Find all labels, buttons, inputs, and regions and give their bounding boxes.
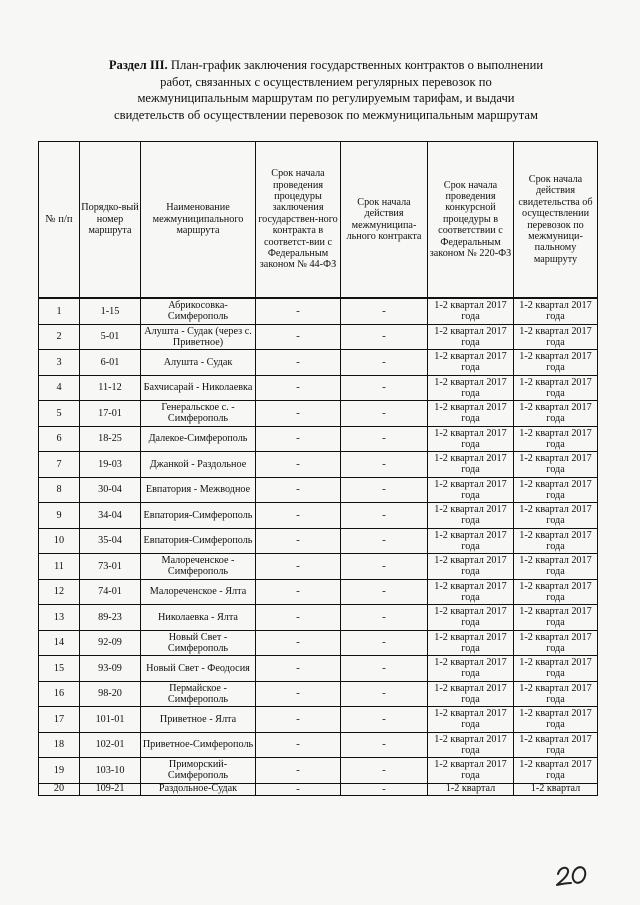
row-number: 5	[39, 401, 80, 427]
route-number: 6-01	[80, 350, 141, 376]
contract-start: -	[341, 324, 428, 350]
procedure-220fz-deadline: 1-2 квартал 2017 года	[428, 732, 514, 758]
table-row	[39, 554, 598, 580]
procedure-44fz-deadline: -	[256, 452, 341, 478]
contract-start: -	[341, 681, 428, 707]
contract-start: -	[341, 452, 428, 478]
route-number: 74-01	[80, 579, 141, 605]
title-line-3: межмуниципальным маршрутам по регулируемым тарифам, и выдачи	[137, 91, 515, 105]
procedure-44fz-deadline: -	[256, 426, 341, 452]
procedure-220fz-deadline: 1-2 квартал 2017 года	[428, 324, 514, 350]
procedure-220fz-deadline: 1-2 квартал 2017 года	[428, 605, 514, 631]
route-number: 101-01	[80, 707, 141, 733]
contract-start: -	[341, 528, 428, 554]
procedure-44fz-deadline: -	[256, 401, 341, 427]
schedule-table	[38, 141, 598, 796]
procedure-44fz-deadline: -	[256, 375, 341, 401]
procedure-220fz-deadline: 1-2 квартал 2017 года	[428, 375, 514, 401]
certificate-start: 1-2 квартал 2017 года	[514, 707, 598, 733]
procedure-220fz-deadline: 1-2 квартал 2017 года	[428, 579, 514, 605]
table-row	[39, 783, 598, 795]
route-name: Малореченское - Ялта	[141, 579, 256, 605]
route-name: Приветное - Ялта	[141, 707, 256, 733]
route-name: Новый Свет - Симферополь	[141, 630, 256, 656]
procedure-44fz-deadline: -	[256, 324, 341, 350]
procedure-220fz-deadline: 1-2 квартал 2017 года	[428, 350, 514, 376]
procedure-44fz-deadline: -	[256, 656, 341, 682]
certificate-start: 1-2 квартал 2017 года	[514, 350, 598, 376]
procedure-220fz-deadline: 1-2 квартал 2017 года	[428, 707, 514, 733]
procedure-44fz-deadline: -	[256, 477, 341, 503]
certificate-start: 1-2 квартал 2017 года	[514, 528, 598, 554]
row-number: 12	[39, 579, 80, 605]
contract-start: -	[341, 477, 428, 503]
route-name: Николаевка - Ялта	[141, 605, 256, 631]
procedure-44fz-deadline: -	[256, 605, 341, 631]
route-number: 102-01	[80, 732, 141, 758]
route-name: Новый Свет - Феодосия	[141, 656, 256, 682]
route-number: 35-04	[80, 528, 141, 554]
table-row	[39, 503, 598, 529]
route-number: 19-03	[80, 452, 141, 478]
row-number: 20	[39, 783, 80, 795]
title-line-4: свидетельств об осуществлении перевозок по межмуниципальным маршрутам	[114, 107, 538, 122]
route-name: Приветное-Симферополь	[141, 732, 256, 758]
header-contract-start: Срок начала действия межмуниципа-льного контракта	[341, 142, 428, 299]
table-row	[39, 707, 598, 733]
table-row	[39, 477, 598, 503]
certificate-start: 1-2 квартал 2017 года	[514, 426, 598, 452]
handwritten-page-number	[554, 854, 588, 888]
route-name: Евпатория-Симферополь	[141, 503, 256, 529]
row-number: 9	[39, 503, 80, 529]
procedure-220fz-deadline: 1-2 квартал	[428, 783, 514, 795]
certificate-start: 1-2 квартал 2017 года	[514, 656, 598, 682]
contract-start: -	[341, 298, 428, 324]
section-title	[62, 57, 590, 123]
procedure-44fz-deadline: -	[256, 732, 341, 758]
row-number: 11	[39, 554, 80, 580]
row-number: 13	[39, 605, 80, 631]
table-row	[39, 579, 598, 605]
procedure-220fz-deadline: 1-2 квартал 2017 года	[428, 401, 514, 427]
contract-start: -	[341, 554, 428, 580]
row-number: 3	[39, 350, 80, 376]
route-number: 30-04	[80, 477, 141, 503]
procedure-220fz-deadline: 1-2 квартал 2017 года	[428, 426, 514, 452]
route-name: Генеральское с. - Симферополь	[141, 401, 256, 427]
table-row	[39, 401, 598, 427]
procedure-44fz-deadline: -	[256, 630, 341, 656]
route-name: Пермайское - Симферополь	[141, 681, 256, 707]
procedure-220fz-deadline: 1-2 квартал 2017 года	[428, 656, 514, 682]
route-name: Далекое-Симферополь	[141, 426, 256, 452]
certificate-start: 1-2 квартал 2017 года	[514, 503, 598, 529]
procedure-220fz-deadline: 1-2 квартал 2017 года	[428, 528, 514, 554]
route-number: 89-23	[80, 605, 141, 631]
route-number: 98-20	[80, 681, 141, 707]
route-number: 92-09	[80, 630, 141, 656]
header-route-number: Порядко-вый номер маршрута	[80, 142, 141, 299]
contract-start: -	[341, 350, 428, 376]
certificate-start: 1-2 квартал 2017 года	[514, 758, 598, 784]
route-number: 11-12	[80, 375, 141, 401]
procedure-220fz-deadline: 1-2 квартал 2017 года	[428, 681, 514, 707]
row-number: 17	[39, 707, 80, 733]
contract-start: -	[341, 503, 428, 529]
route-number: 5-01	[80, 324, 141, 350]
table-row	[39, 605, 598, 631]
route-number: 109-21	[80, 783, 141, 795]
digit-2-stroke	[557, 868, 571, 885]
table-row	[39, 528, 598, 554]
route-name: Абрикосовка-Симферополь	[141, 298, 256, 324]
table-row	[39, 324, 598, 350]
certificate-start: 1-2 квартал 2017 года	[514, 477, 598, 503]
contract-start: -	[341, 579, 428, 605]
table-row	[39, 656, 598, 682]
route-number: 103-10	[80, 758, 141, 784]
header-220fz-deadline: Срок начала проведения конкурсной процедуры в соответствии с Федеральным законом № 220-ФЗ	[428, 142, 514, 299]
procedure-44fz-deadline: -	[256, 707, 341, 733]
procedure-44fz-deadline: -	[256, 579, 341, 605]
header-route-name: Наименование межмуниципального маршрута	[141, 142, 256, 299]
procedure-220fz-deadline: 1-2 квартал 2017 года	[428, 630, 514, 656]
digit-0-stroke	[571, 865, 588, 884]
row-number: 7	[39, 452, 80, 478]
header-row	[39, 142, 598, 299]
contract-start: -	[341, 758, 428, 784]
route-name: Малореченское - Симферополь	[141, 554, 256, 580]
row-number: 16	[39, 681, 80, 707]
route-number: 34-04	[80, 503, 141, 529]
contract-start: -	[341, 426, 428, 452]
row-number: 2	[39, 324, 80, 350]
row-number: 18	[39, 732, 80, 758]
procedure-44fz-deadline: -	[256, 783, 341, 795]
contract-start: -	[341, 783, 428, 795]
route-number: 17-01	[80, 401, 141, 427]
procedure-44fz-deadline: -	[256, 554, 341, 580]
table-row	[39, 630, 598, 656]
certificate-start: 1-2 квартал 2017 года	[514, 401, 598, 427]
header-44fz-deadline: Срок начала проведения процедуры заключения государствен-ного контракта в соответст-вии с Федеральным законом № 44-ФЗ	[256, 142, 341, 299]
certificate-start: 1-2 квартал 2017 года	[514, 579, 598, 605]
table-row	[39, 452, 598, 478]
table-row	[39, 426, 598, 452]
route-name: Джанкой - Раздольное	[141, 452, 256, 478]
procedure-44fz-deadline: -	[256, 758, 341, 784]
route-name: Бахчисарай - Николаевка	[141, 375, 256, 401]
procedure-44fz-deadline: -	[256, 503, 341, 529]
table-row	[39, 758, 598, 784]
contract-start: -	[341, 656, 428, 682]
header-number: № п/п	[39, 142, 80, 299]
contract-start: -	[341, 375, 428, 401]
route-number: 93-09	[80, 656, 141, 682]
row-number: 15	[39, 656, 80, 682]
table-row	[39, 350, 598, 376]
row-number: 4	[39, 375, 80, 401]
route-name: Раздольное-Судак	[141, 783, 256, 795]
table-row	[39, 681, 598, 707]
certificate-start: 1-2 квартал 2017 года	[514, 298, 598, 324]
certificate-start: 1-2 квартал 2017 года	[514, 375, 598, 401]
procedure-220fz-deadline: 1-2 квартал 2017 года	[428, 758, 514, 784]
section-label: Раздел III.	[108, 58, 168, 72]
procedure-220fz-deadline: 1-2 квартал 2017 года	[428, 477, 514, 503]
certificate-start: 1-2 квартал 2017 года	[514, 324, 598, 350]
route-name: Алушта - Судак (через с. Приветное)	[141, 324, 256, 350]
certificate-start: 1-2 квартал	[514, 783, 598, 795]
procedure-220fz-deadline: 1-2 квартал 2017 года	[428, 503, 514, 529]
procedure-44fz-deadline: -	[256, 681, 341, 707]
table-row	[39, 298, 598, 324]
row-number: 8	[39, 477, 80, 503]
route-name: Евпатория - Межводное	[141, 477, 256, 503]
certificate-start: 1-2 квартал 2017 года	[514, 554, 598, 580]
contract-start: -	[341, 401, 428, 427]
certificate-start: 1-2 квартал 2017 года	[514, 681, 598, 707]
route-name: Алушта - Судак	[141, 350, 256, 376]
certificate-start: 1-2 квартал 2017 года	[514, 732, 598, 758]
certificate-start: 1-2 квартал 2017 года	[514, 452, 598, 478]
row-number: 19	[39, 758, 80, 784]
contract-start: -	[341, 605, 428, 631]
procedure-44fz-deadline: -	[256, 350, 341, 376]
title-line-2: работ, связанных с осуществлением регулярных перевозок по	[160, 74, 492, 89]
procedure-220fz-deadline: 1-2 квартал 2017 года	[428, 452, 514, 478]
route-name: Приморский-Симферополь	[141, 758, 256, 784]
table-row	[39, 375, 598, 401]
contract-start: -	[341, 707, 428, 733]
title-line-1: План-график заключения государственных контрактов о выполнении	[167, 58, 544, 72]
certificate-start: 1-2 квартал 2017 года	[514, 605, 598, 631]
row-number: 10	[39, 528, 80, 554]
procedure-44fz-deadline: -	[256, 298, 341, 324]
procedure-220fz-deadline: 1-2 квартал 2017 года	[428, 298, 514, 324]
route-number: 18-25	[80, 426, 141, 452]
table-row	[39, 732, 598, 758]
procedure-44fz-deadline: -	[256, 528, 341, 554]
route-number: 73-01	[80, 554, 141, 580]
route-number: 1-15	[80, 298, 141, 324]
row-number: 1	[39, 298, 80, 324]
contract-start: -	[341, 630, 428, 656]
procedure-220fz-deadline: 1-2 квартал 2017 года	[428, 554, 514, 580]
contract-start: -	[341, 732, 428, 758]
route-name: Евпатория-Симферополь	[141, 528, 256, 554]
certificate-start: 1-2 квартал 2017 года	[514, 630, 598, 656]
row-number: 6	[39, 426, 80, 452]
row-number: 14	[39, 630, 80, 656]
header-certificate-start: Срок начала действия свидетельства об осуществлении перевозок по межмуници-пальному маршруту	[514, 142, 598, 299]
